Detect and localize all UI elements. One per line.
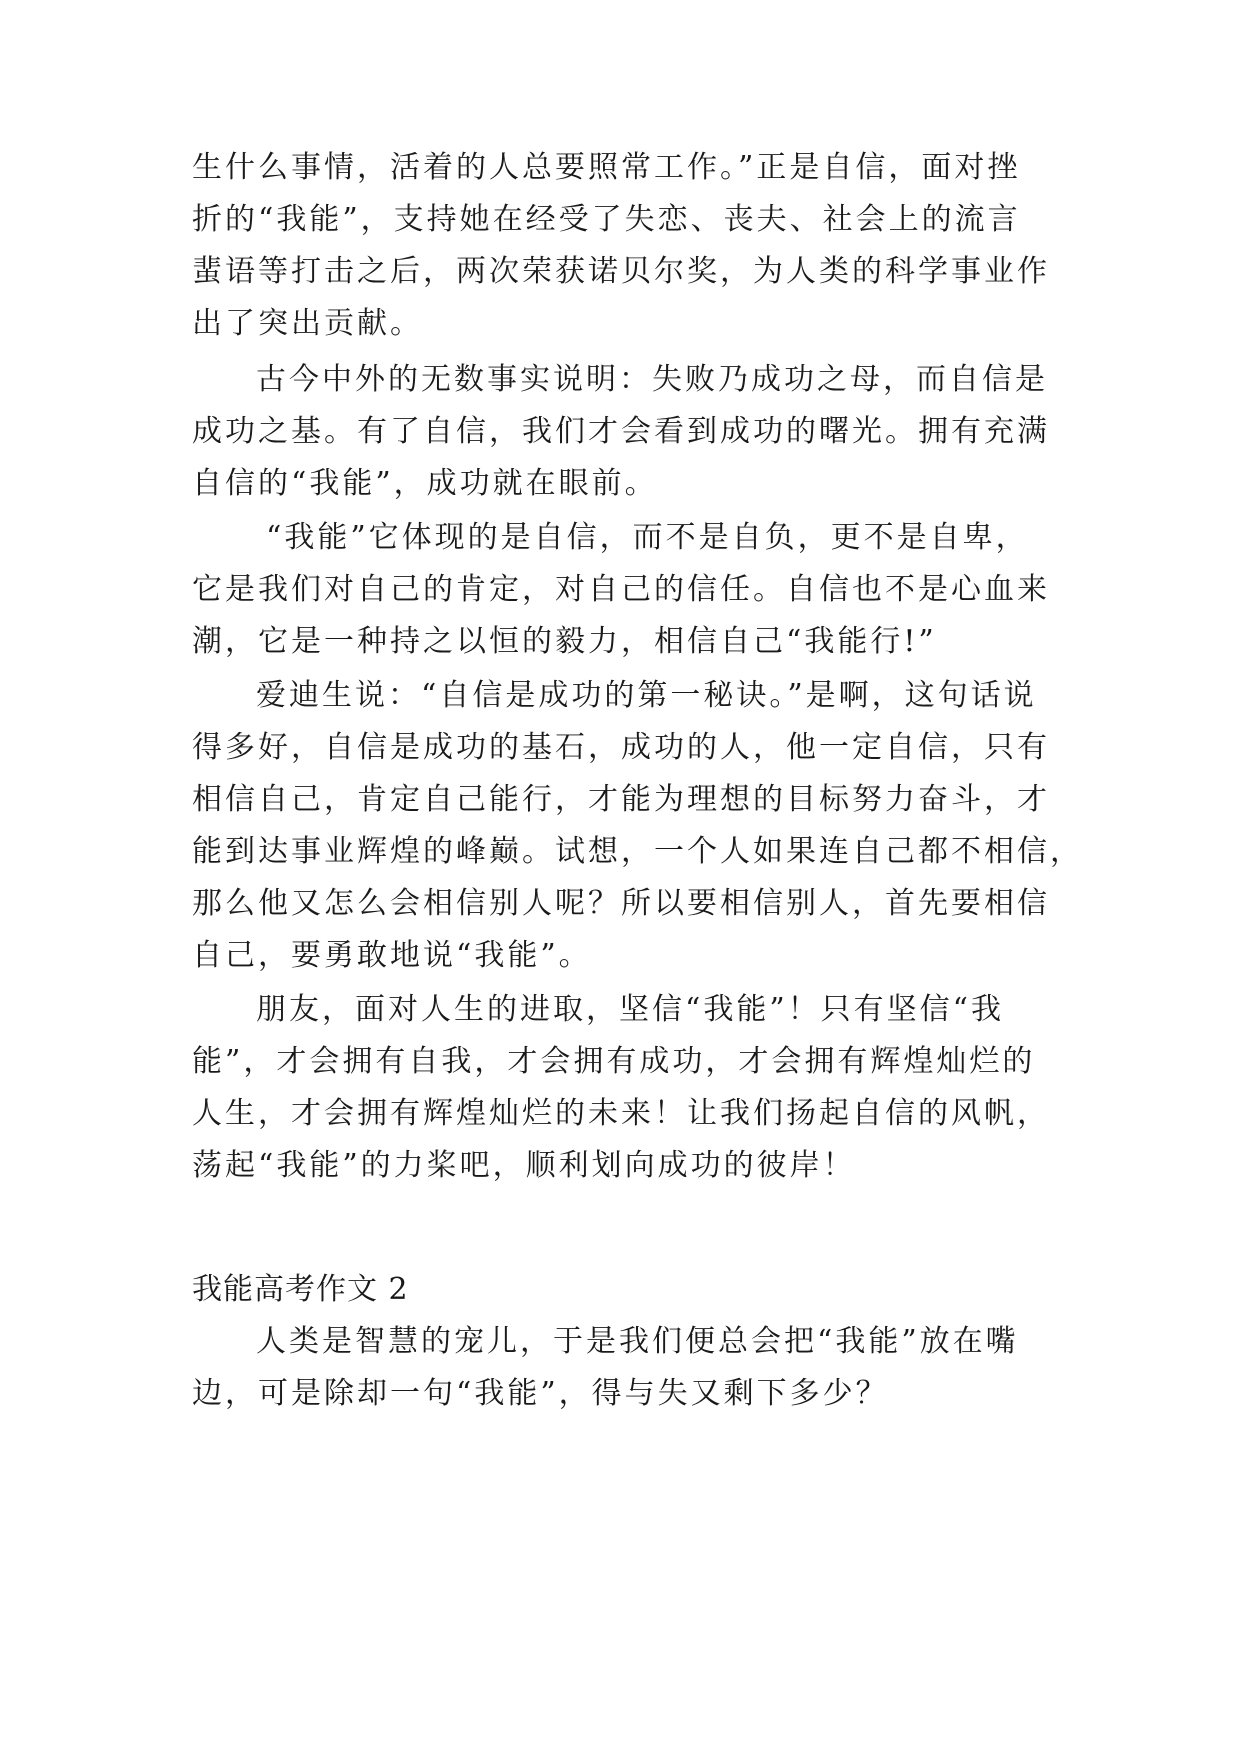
text-line: 自己，要勇敢地说“我能”。 [192, 938, 592, 973]
text-line: 那么他又怎么会相信别人呢？所以要相信别人，首先要相信 [192, 886, 1050, 921]
paragraph-start-line: 人类是智慧的宠儿，于是我们便总会把“我能”放在嘴 [256, 1324, 1019, 1359]
text-line: 生什么事情，活着的人总要照常工作。”正是自信，面对挫 [192, 150, 1021, 185]
text-line: 能到达事业辉煌的峰巅。试想，一个人如果连自己都不相信， [192, 834, 1083, 869]
text-line: 出了突出贡献。 [192, 306, 423, 341]
text-line: 人生，才会拥有辉煌灿烂的未来！让我们扬起自信的风帆， [192, 1096, 1050, 1131]
paragraph-start-line: 古今中外的无数事实说明：失败乃成功之母，而自信是 [256, 362, 1048, 397]
text-line: 相信自己，肯定自己能行，才能为理想的目标努力奋斗，才 [192, 782, 1050, 817]
text-line: 自信的“我能”，成功就在眼前。 [192, 466, 658, 501]
text-line: 能”，才会拥有自我，才会拥有成功，才会拥有辉煌灿烂的 [192, 1044, 1036, 1079]
text-line: 得多好，自信是成功的基石，成功的人，他一定自信，只有 [192, 730, 1050, 765]
text-line: 成功之基。有了自信，我们才会看到成功的曙光。拥有充满 [192, 414, 1050, 449]
paragraph-start-line: 爱迪生说：“自信是成功的第一秘诀。”是啊，这句话说 [256, 678, 1037, 713]
text-line: 折的“我能”，支持她在经受了失恋、丧夫、社会上的流言 [192, 202, 1021, 237]
paragraph-start-line: 朋友，面对人生的进取，坚信“我能”！只有坚信“我 [256, 992, 1005, 1027]
section-heading: 我能高考作文 2 [192, 1272, 409, 1307]
text-line: 它是我们对自己的肯定，对自己的信任。自信也不是心血来 [192, 572, 1050, 607]
text-line: 蜚语等打击之后，两次荣获诺贝尔奖，为人类的科学事业作 [192, 254, 1050, 289]
text-line: 边，可是除却一句“我能”，得与失又剩下多少？ [192, 1376, 889, 1411]
text-line: 潮，它是一种持之以恒的毅力，相信自己“我能行!” [192, 624, 937, 659]
text-line: 荡起“我能”的力桨吧，顺利划向成功的彼岸！ [192, 1148, 856, 1183]
paragraph-start-line: “我能”它体现的是自信，而不是自负，更不是自卑， [266, 520, 1029, 555]
